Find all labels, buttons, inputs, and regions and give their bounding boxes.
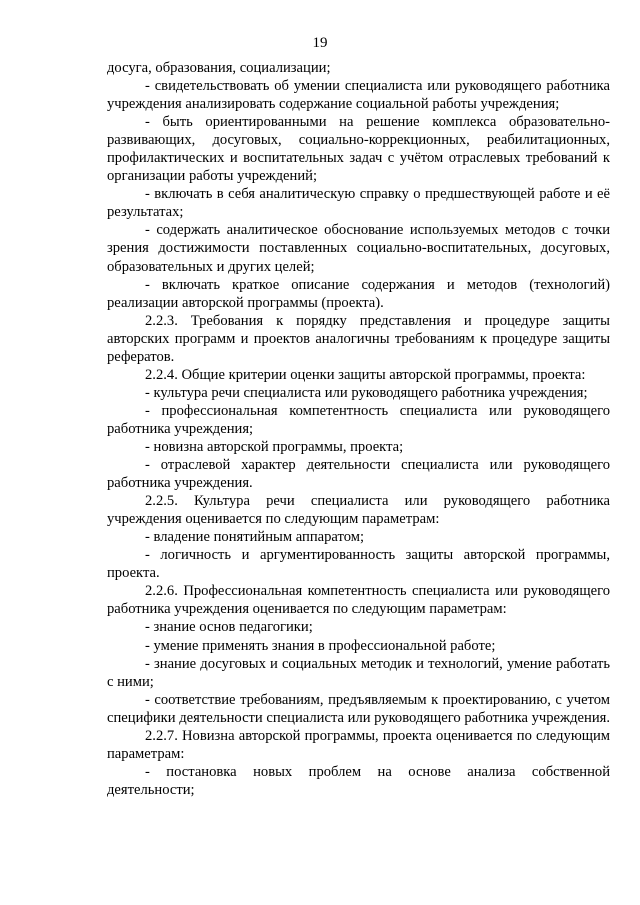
- paragraph-new-problems: - постановка новых проблем на основе анализа собственной деятельности;: [107, 763, 610, 798]
- paragraph-analysis-skill: - свидетельствовать об умении специалиста или руководящего работника учреждения анализировать содержание социальной работы учреждения;: [107, 78, 610, 113]
- paragraph-analytical-report: - включать в себя аналитическую справку о предшествующей работе и её результатах;: [107, 186, 610, 221]
- paragraph-novelty: - новизна авторской программы, проекта;: [145, 438, 404, 455]
- paragraph-task-orientation: - быть ориентированными на решение комплекса образовательно-развивающих, досуговых, социально-коррекционных, реабилитационных, профилактических и воспитательных задач с учётом отраслевых требований к организации работы учреждений;: [107, 114, 610, 185]
- paragraph-speech-culture: - культура речи специалиста или руководящего работника учреждения;: [145, 384, 588, 401]
- paragraph-section-2-2-5: 2.2.5. Культура речи специалиста или руководящего работника учреждения оценивается по следующим параметрам:: [107, 493, 610, 528]
- paragraph-continuation: досуга, образования, социализации;: [107, 60, 331, 76]
- paragraph-section-2-2-4: 2.2.4. Общие критерии оценки защиты авторской программы, проекта:: [145, 366, 586, 383]
- document-body: [107, 59, 610, 799]
- paragraph-methods-justification: - содержать аналитическое обоснование используемых методов с точки зрения достижимости поставленных социально-воспитательных, досуговых, образовательных и других целей;: [107, 222, 610, 275]
- paragraph-brief-description: - включать краткое описание содержания и методов (технологий) реализации авторской программы (проекта).: [107, 276, 610, 311]
- paragraph-methods-knowledge: - знание досуговых и социальных методик и технологий, умение работать с ними;: [107, 655, 610, 690]
- paragraph-section-2-2-6: 2.2.6. Профессиональная компетентность специалиста или руководящего работника учреждения оценивается по следующим параметрам:: [107, 583, 610, 618]
- paragraph-conceptual-apparatus: - владение понятийным аппаратом;: [145, 529, 365, 546]
- paragraph-pedagogy-knowledge: - знание основ педагогики;: [145, 619, 313, 636]
- paragraph-section-2-2-7: 2.2.7. Новизна авторской программы, проекта оценивается по следующим параметрам:: [107, 727, 610, 762]
- paragraph-apply-knowledge: - умение применять знания в профессиональной работе;: [145, 637, 496, 654]
- page-number: 19: [312, 35, 328, 51]
- paragraph-sector-character: - отраслевой характер деятельности специалиста или руководящего работника учреждения.: [107, 457, 610, 492]
- paragraph-design-requirements: - соответствие требованиям, предъявляемым к проектированию, с учетом специфики деятельности специалиста или руководящего работника учреждения.: [107, 691, 610, 726]
- paragraph-section-2-2-3: 2.2.3. Требования к порядку представления и процедуре защиты авторских программ и проектов аналогичны требованиям к процедуре защиты рефератов.: [107, 312, 610, 365]
- paragraph-professional-competence: - профессиональная компетентность специалиста или руководящего работника учреждения;: [107, 402, 610, 437]
- paragraph-logic-argumentation: - логичность и аргументированность защиты авторской программы, проекта.: [107, 547, 610, 582]
